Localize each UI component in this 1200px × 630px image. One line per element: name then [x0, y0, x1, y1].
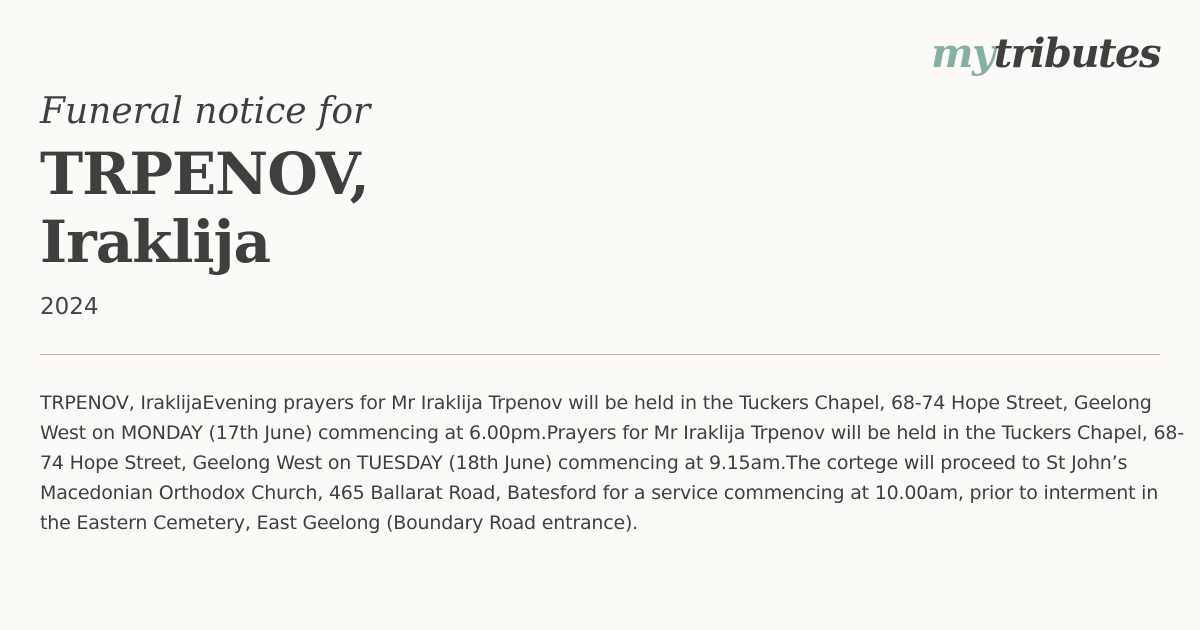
deceased-surname: TRPENOV, [40, 140, 369, 208]
mytributes-logo [931, 30, 1160, 77]
notice-body: TRPENOV, IraklijaEvening prayers for Mr Iraklija Trpenov will be held in the Tuckers Chapel, 68-74 Hope Street, Geelong West on MONDAY (17th June) commencing at 6.00pm.Prayers for Mr Iraklija Trpenov will be held in the Tuckers Chapel, 68-74 Hope Street, Geelong West on TUESDAY (18th June) commencing at 9.15am.The cortege will proceed to St John’s Macedonian Orthodox Church, 465 Ballarat Road, Batesford for a service commencing at 10.00am, prior to interment in the Eastern Cemetery, East Geelong (Boundary Road entrance). [40, 392, 1184, 534]
logo-my: my [931, 30, 994, 77]
logo-tributes: tributes [993, 30, 1160, 77]
notice-year: 2024 [40, 294, 99, 320]
section-divider [40, 354, 1160, 355]
notice-heading [40, 90, 940, 276]
notice-subtitle: Funeral notice for [40, 91, 371, 132]
deceased-given-name: Iraklija [40, 208, 271, 276]
